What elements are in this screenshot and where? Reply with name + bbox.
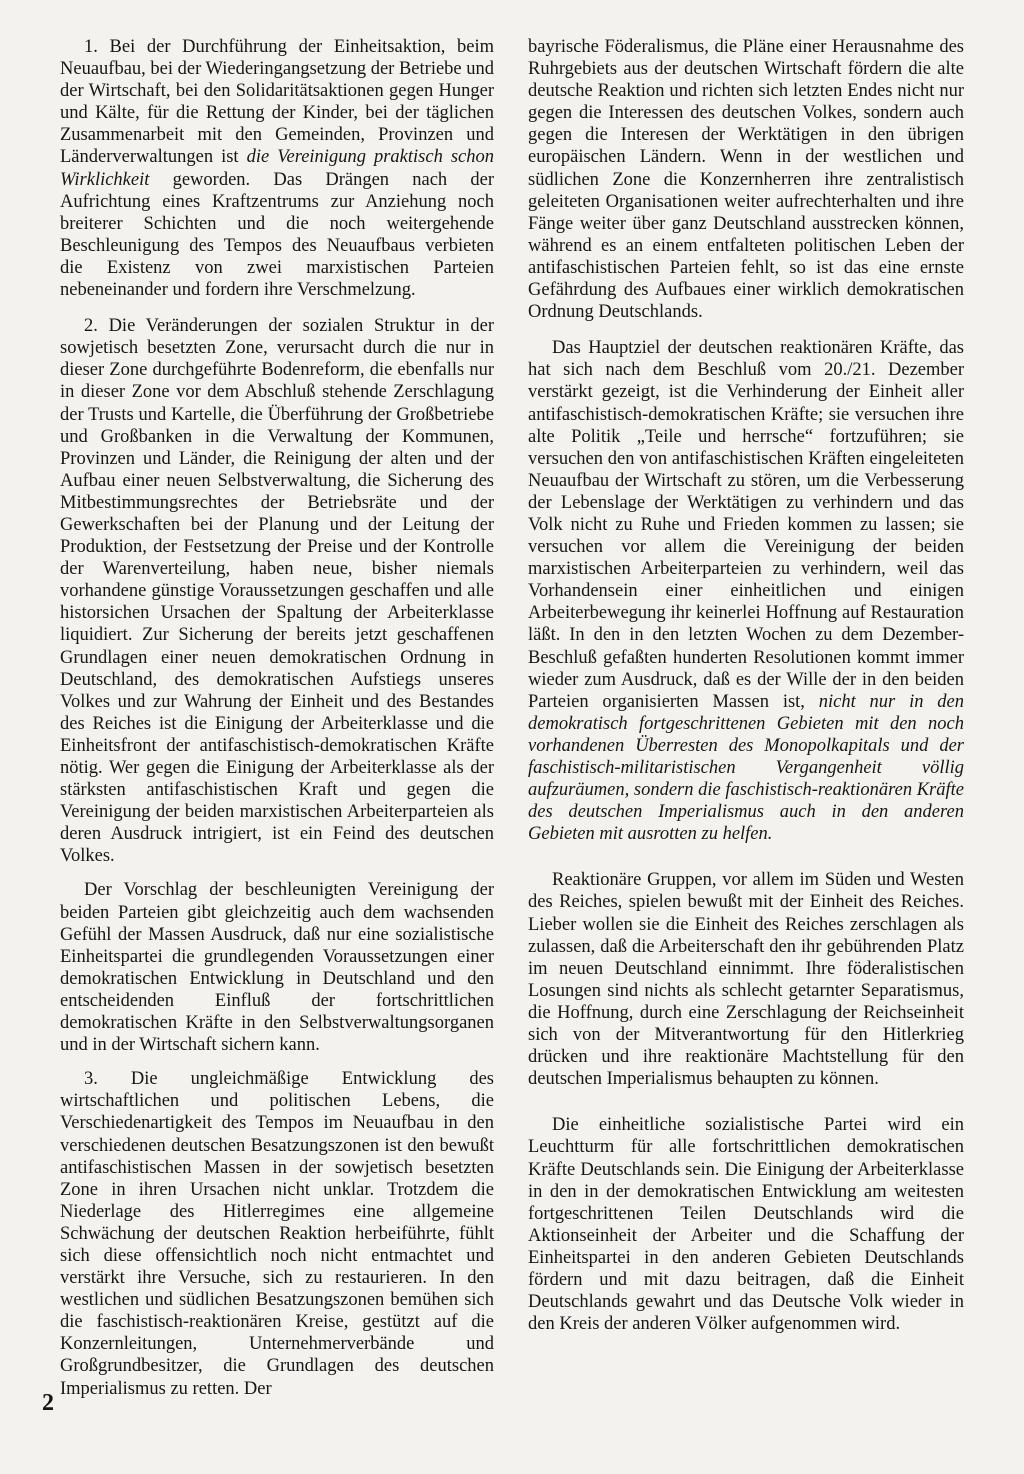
page-number: 2 [42,1390,54,1416]
paragraph-6: Reaktionäre Gruppen, vor allem im Süden und Westen des Reiches, spielen bewußt mit der Einheit des Reiches. Lieber wollen sie die Einheit des Reiches zerschlagen als zulassen, daß die Arbeiterschaft den ihr gebührenden Platz im neuen Deutschland einnimmt. Ihre föderalistischen Losungen sind nichts als schlecht getarnter Separatismus, die Hoffnung, durch eine Zerschlagung der Reichseinheit sich von der Mitverantwortung für den Hitlerkrieg drücken und ihre reaktionäre Machtstellung für den deutschen Imperialismus behaupten zu können. [528,870,964,1090]
left-column [60,36,494,1400]
paragraph-3: Der Vorschlag der beschleunigten Vereinigung der beiden Parteien gibt gleichzeitig auch dem wachsenden Gefühl der Massen Ausdruck, daß nur eine sozialistische Einheitspartei die grundlegenden Voraussetzungen einer demokratischen Entwicklung in Deutschland und den entscheidenden Einfluß der fortschrittlichen demokratischen Kräfte in den Selbstverwaltungsorganen und in der Wirtschaft sichern kann. [60,880,494,1056]
paragraph-5-text: Das Hauptziel der deutschen reaktionären Kräfte, das hat sich nach dem Beschluß vom 20./21. Dezember verstärkt gezeigt, ist die Verhinderung der Einheit aller antifaschistisch-demokratischen Kräfte; sie versuchen ihre alte Politik „Teile und herrsche“ fortzuführen; sie versuchen den von antifaschistischen Kräften eingeleiteten Neuaufbau der Wirtschaft zu stören, um die Verbesserung der Lebenslage der Werktätigen zu verhindern und das Volk nicht zu Ruhe und Frieden kommen zu lassen; sie versuchen vor allem die Vereinigung der beiden marxistischen Arbeiterparteien zu verhindern, weil das Vorhandensein einer einheitlichen und einigen Arbeiterbewegung ihr keinerlei Hoffnung auf Restauration läßt. In den in den letzten Wochen zu dem Dezember-Beschluß gefaßten hunderten Resolutionen kommt immer wieder zum Ausdruck, daß es der Wille der in den beiden Parteien organisierten Massen ist, [528,338,964,712]
paragraph-1-emphasis: die Vereinigung praktisch schon Wirklichkeit [60,147,495,190]
paragraph-2: 2. Die Veränderungen der sozialen Struktur in der sowjetisch besetzten Zone, verursacht durch die nur in dieser Zone durchgeführte Bodenreform, die ebenfalls nur in dieser Zone vor dem Abschluß stehende Zerschlagung der Trusts und Kartelle, die Überführung der Großbetriebe und Großbanken in die Verwaltung der Kommunen, Provinzen und Länder, die Reinigung der alten und der Aufbau einer neuen Selbstverwaltung, die Sicherung des Mitbestimmungsrechtes der Betriebsräte und der Gewerkschaften bei der Planung und der Leitung der Produktion, der Festsetzung der Preise und der Kontrolle der Warenverteilung, haben neue, bisher niemals vorhandene günstige Voraussetzungen geschaffen und alle historsichen Ursachen der Spaltung der Arbeiterklasse liquidiert. Zur Sicherung der bereits jetzt geschaffenen Grundlagen einer neuen demokratischen Ordnung in Deutschland, des demokratischen Aufstiegs unseres Volkes und zur Wahrung der Einheit und des Bestandes des Reiches ist die Einigung der Arbeiterklasse und die Einheitsfront der antifaschistisch-demokratischen Kräfte nötig. Wer gegen die Einigung der Arbeiterklasse als der stärksten antifaschistischen Kraft und gegen die Vereinigung der beiden marxistischen Arbeiterparteien als deren Ausdruck intrigiert, ist ein Feind des deutschen Volkes. [60,316,494,867]
paragraph-5 [528,337,964,845]
paragraph-5-emphasis: nicht nur in den demokratisch fortgeschrittenen Gebieten mit den noch vorhandenen Überresten des Monopolkapitals und der faschistisch-militaristischen Vergangenheit völlig aufzuräumen, sondern die faschistisch-reaktionären Kräfte des deutschen Imperialismus auch in den anderen Gebieten mit ausrotten zu helfen. [528,691,964,845]
paragraph-4: 3. Die ungleichmäßige Entwicklung des wirtschaftlichen und politischen Lebens, die Verschiedenartigkeit des Tempos im Neuaufbau in den verschiedenen deutschen Besatzungszonen ist den bewußt antifaschistischen Massen in der sowjetisch besetzten Zone in ihren Ursachen nicht unklar. Trotzdem die Niederlage des Hitlerregimes eine allgemeine Schwächung der deutschen Reaktion herbeiführte, fühlt sich diese offensichtlich noch nicht entmachtet und verstärkt ihre Versuche, sich zu restaurieren. In den westlichen und südlichen Besatzungszonen bemühen sich die faschistisch-reaktionären Kreise, gestützt auf die Konzernleitungen, Unternehmerverbände und Großgrundbesitzer, die Grundlagen des deutschen Imperialismus zu retten. Der [60,1069,494,1399]
paragraph-4-continued: bayrische Föderalismus, die Pläne einer Herausnahme des Ruhrgebiets aus der deutschen Wirtschaft fördern die alte deutsche Reaktion und richten sich letzten Endes nicht nur gegen die Interessen des deutschen Volkes, sondern auch gegen die Interesen der Werktätigen in den übrigen europäischen Ländern. Wenn in der westlichen und südlichen Zone die Konzernherren ihre zentralistisch geleiteten Organisationen weiter aufrechterhalten und ihre Fänge weiter über ganz Deutschland ausstrecken können, während es an einem entfalteten politischen Leben der antifaschistischen Parteien fehlt, so ist das eine ernste Gefährdung des Aufbaues einer wirklich demokratischen Ordnung Deutschlands. [528,37,964,323]
paragraph-1-text-b: geworden. Das Drängen nach der Aufrichtung eines Kraftzentrums zur Anziehung noch breiterer Schichten und die noch weitergehende Beschleunigung des Tempos des Neuaufbaus verbieten die Existenz von zwei marxistischen Parteien nebeneinander und fordern ihre Verschmelzung. [60,169,494,301]
paragraph-7: Die einheitliche sozialistische Partei wird ein Leuchtturm für alle fortschrittlichen demokratischen Kräfte Deutschlands sein. Die Einigung der Arbeiterklasse in den in der demokratischen Entwicklung am weitesten fortgeschrittenen Teilen Deutschlands wird die Aktionseinheit der Arbeiter und die Schaffung der Einheitspartei in den anderen Gebieten Deutschlands fördern und mit dazu beitragen, daß die Einheit Deutschlands gewahrt und das Deutsche Volk wieder in den Kreis der anderen Völker aufgenommen wird. [528,1115,964,1335]
paragraph-1-text-a: 1. Bei der Durchführung der Einheitsaktion, beim Neuaufbau, bei der Wiederingangsetzung der Betriebe und der Wirtschaft, bei den Solidaritätsaktionen gegen Hunger und Kälte, für die Rettung der Kinder, bei der täglichen Zusammenarbeit mit den Gemeinden, Provinzen und Länderverwaltungen ist [60,37,495,168]
right-column [528,36,964,1335]
paragraph-1 [60,36,494,301]
